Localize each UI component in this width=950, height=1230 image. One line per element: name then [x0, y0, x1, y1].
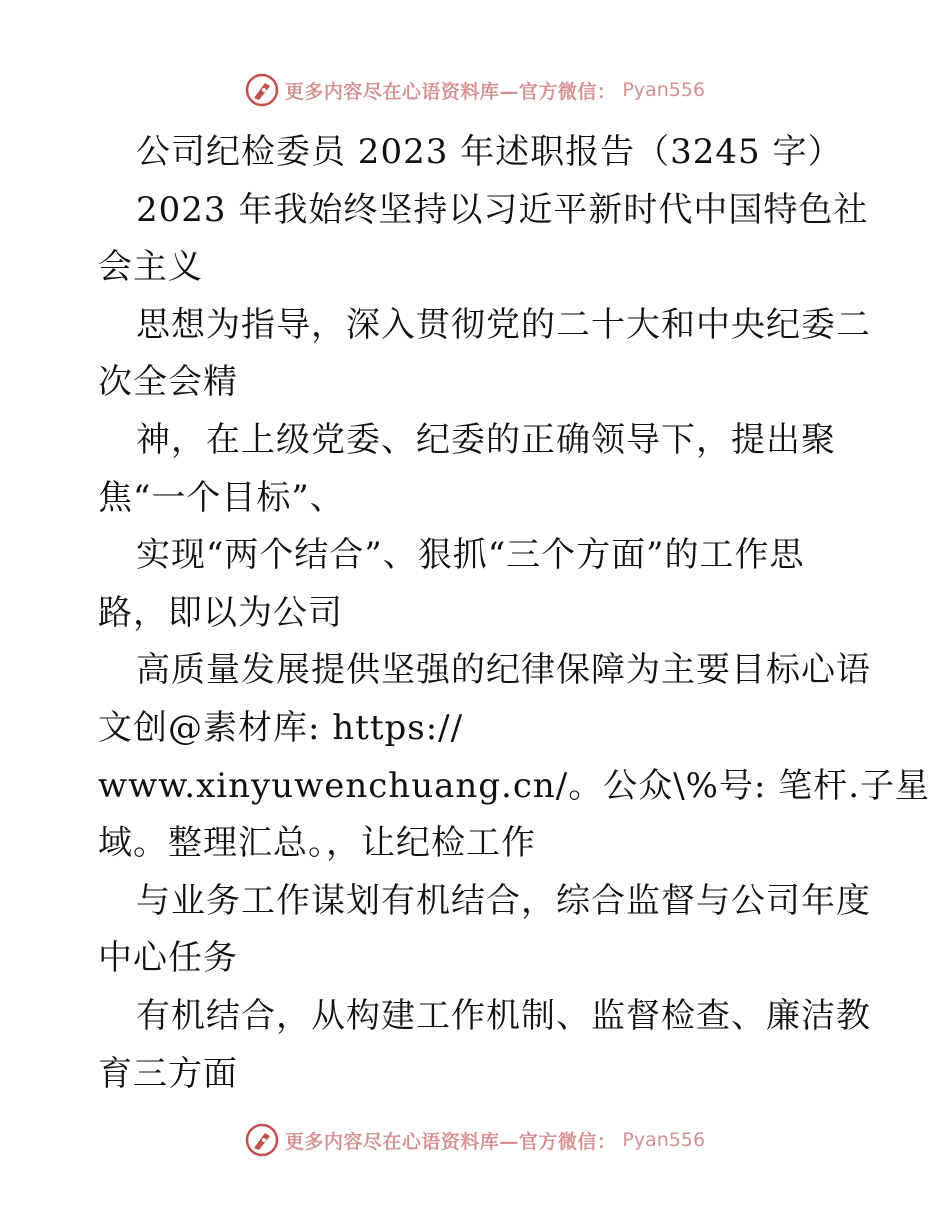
- header-banner: [0, 72, 950, 108]
- pen-nib-logo-icon: [245, 73, 279, 107]
- pen-nib-logo-icon: [245, 1123, 279, 1157]
- banner-wechat-id: Pyan556: [622, 79, 706, 101]
- banner-text: 更多内容尽在心语资料库—官方微信：: [284, 1130, 617, 1153]
- banner-wechat-id: Pyan556: [622, 1129, 706, 1151]
- footer-banner: [0, 1122, 950, 1158]
- text-line: 育三方面: [98, 1053, 238, 1094]
- text-line: 思想为指导，深入贯彻党的二十大和中央纪委二: [136, 304, 871, 345]
- text-line: 路，即以为公司: [98, 592, 343, 633]
- text-line: 实现“两个结合”、狠抓“三个方面”的工作思: [136, 535, 805, 576]
- text-line: 焦“一个目标”、: [98, 477, 345, 518]
- banner-text: 更多内容尽在心语资料库—官方微信：: [284, 80, 617, 103]
- text-line: www.xinyuwenchuang.cn/。公众\%号: 笔杆.子星: [98, 765, 931, 806]
- text-line: 2023 年我始终坚持以习近平新时代中国特色社: [136, 189, 869, 230]
- text-line: 高质量发展提供坚强的纪律保障为主要目标心语: [136, 650, 871, 691]
- text-line: 会主义: [98, 247, 203, 288]
- text-line: 文创@素材库: https://: [98, 707, 464, 748]
- text-line: 神，在上级党委、纪委的正确领导下，提出聚: [136, 419, 836, 460]
- text-line: 有机结合，从构建工作机制、监督检查、廉洁教: [136, 995, 871, 1036]
- text-line: 与业务工作谋划有机结合，综合监督与公司年度: [136, 880, 871, 921]
- document-title: 公司纪检委员 2023 年述职报告（3245 字）: [136, 132, 843, 172]
- text-line: 次全会精: [98, 362, 238, 403]
- document-body: [98, 124, 931, 1103]
- text-line: 中心任务: [98, 938, 238, 979]
- text-line: 域。整理汇总。，让纪检工作: [98, 823, 536, 864]
